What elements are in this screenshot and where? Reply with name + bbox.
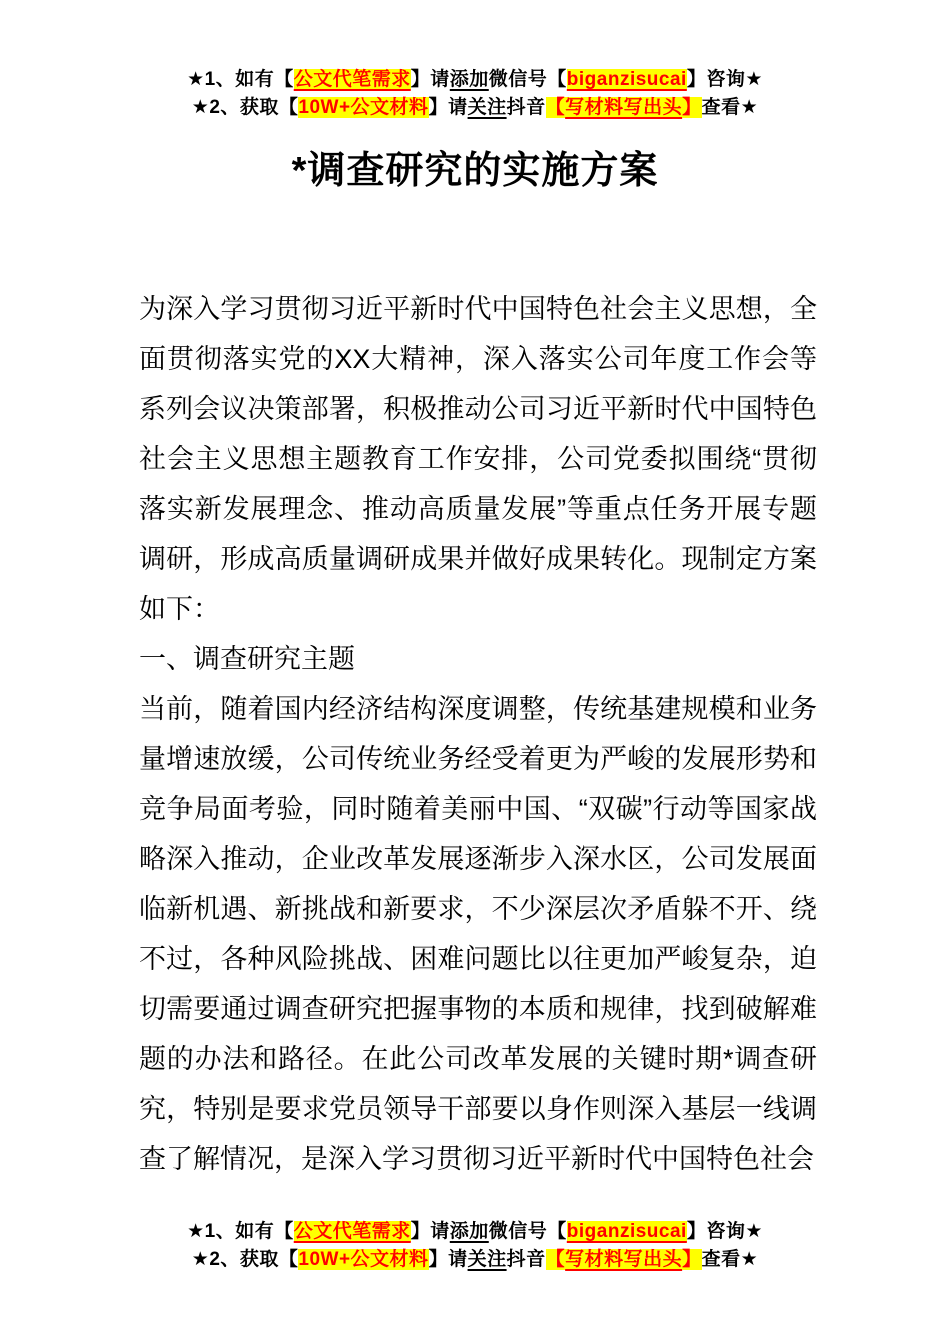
section-heading: 一、调查研究主题 [139,644,355,674]
header-notice [0,0,950,122]
notice-text: ★2、获取【 [191,97,299,118]
document-body [139,284,817,1184]
highlighted-keyword: 公文代笔需求 [293,1221,411,1242]
notice-text: 】请 [428,1249,468,1270]
footer-notice [0,1218,950,1274]
notice-text: 】咨询★ [686,1221,763,1242]
highlighted-keyword: biganzisucai [566,69,687,90]
notice-text: 】请 [410,69,450,90]
highlighted-keyword: 【 [545,97,566,118]
body-paragraph: 为深入学习贯彻习近平新时代中国特色社会主义思想，全面贯彻落实党的XX大精神，深入落实公司年度工作会等系列会议决策部署，积极推动公司习近平新时代中国特色社会主义思想主题教育工作安排，公司党委拟围绕“贯彻落实新发展理念、推动高质量发展”等重点任务开展专题调研，形成高质量调研成果并做好成果转化。现制定方案如下： [139,294,817,624]
notice-text: 查看★ [701,1249,759,1270]
notice-text: 】请 [428,97,468,118]
document-title: *调查研究的实施方案 [291,150,659,192]
highlighted-keyword: 【 [545,1249,566,1270]
notice-text: 微信号【 [488,69,567,90]
notice-text: 】请 [410,1221,450,1242]
notice-text: 微信号【 [488,1221,567,1242]
notice-text: 抖音 [506,1249,546,1270]
highlighted-keyword: 10W+公文材料 [298,97,429,118]
notice-line [0,94,950,122]
notice-text: 】咨询★ [686,69,763,90]
highlighted-keyword: 】 [682,1249,702,1270]
notice-line [0,1218,950,1246]
highlighted-keyword: 写材料写出头 [565,1249,683,1270]
notice-text: 抖音 [506,97,546,118]
notice-line [0,1246,950,1274]
highlighted-keyword: 】 [682,97,702,118]
notice-text: 添加 [449,1221,489,1242]
notice-text: ★1、如有【 [187,69,294,90]
highlighted-keyword: 写材料写出头 [565,97,683,118]
highlighted-keyword: biganzisucai [566,1221,687,1242]
notice-text: 查看★ [701,97,759,118]
highlighted-keyword: 公文代笔需求 [293,69,411,90]
notice-text: 关注 [467,1249,507,1270]
highlighted-keyword: 10W+公文材料 [298,1249,429,1270]
notice-text: ★2、获取【 [191,1249,299,1270]
notice-text: ★1、如有【 [187,1221,294,1242]
body-paragraph: 当前，随着国内经济结构深度调整，传统基建规模和业务量增速放缓，公司传统业务经受着更为严峻的发展形势和竞争局面考验，同时随着美丽中国、“双碳”行动等国家战略深入推动，企业改革发展逐渐步入深水区，公司发展面临新机遇、新挑战和新要求，不少深层次矛盾躲不开、绕不过，各种风险挑战、困难问题比以往更加严峻复杂，迫切需要通过调查研究把握事物的本质和规律，找到破解难题的办法和路径。在此公司改革发展的关键时期*调查研究，特别是要求党员领导干部要以身作则深入基层一线调查了解情况，是深入学习贯彻习近平新时代中国特色社会 [139,694,817,1174]
notice-text: 关注 [467,97,507,118]
notice-text: 添加 [449,69,489,90]
notice-line [0,66,950,94]
